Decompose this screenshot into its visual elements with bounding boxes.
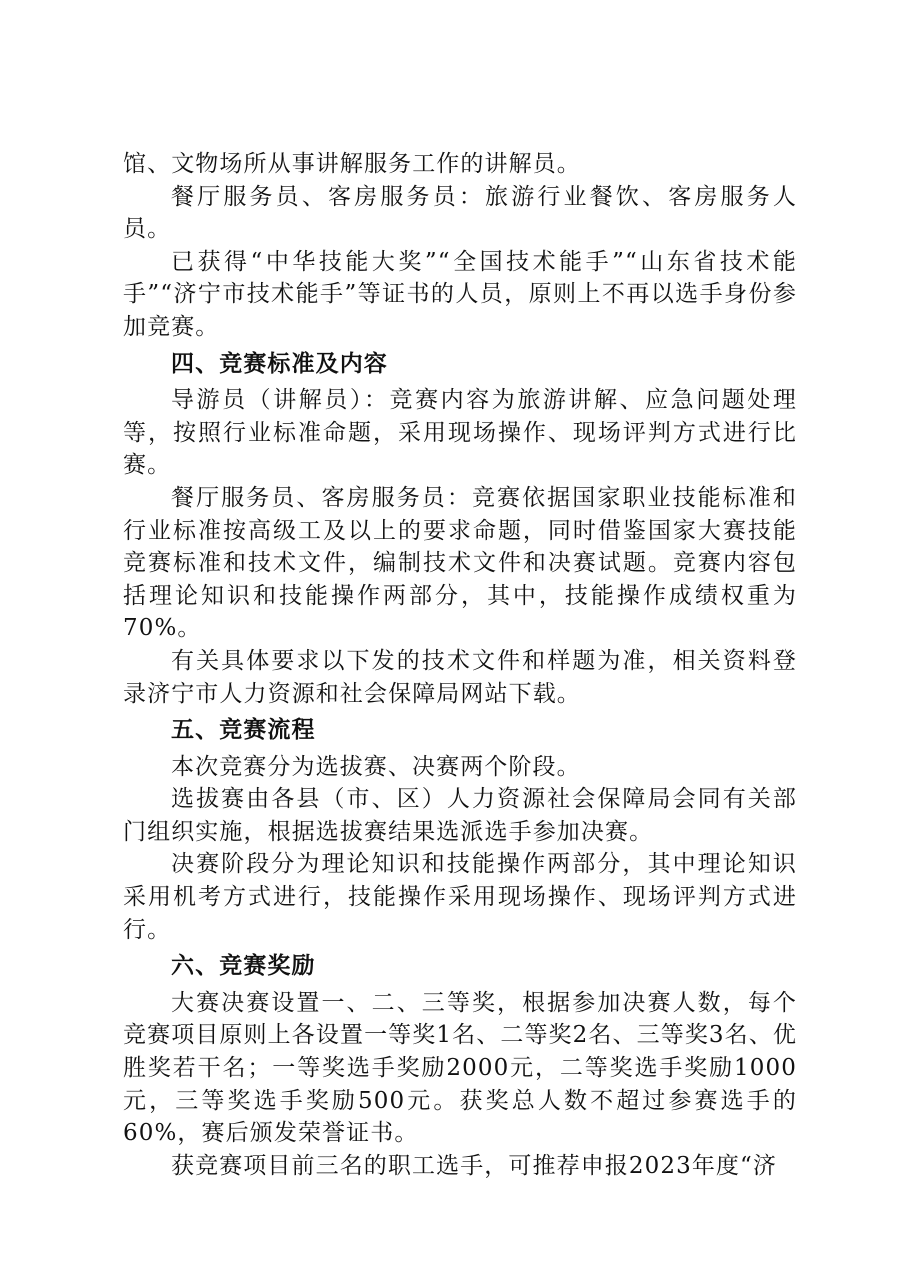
paragraph: 大赛决赛设置一、二、三等奖，根据参加决赛人数，每个竞赛项目原则上各设置一等奖1名、二等奖2名、三等奖3名、优胜奖若干名；一等奖选手奖励2000元，二等奖选手奖励1000元，三等奖选手奖励500元。获奖总人数不超过参赛选手的60%，赛后颁发荣誉证书。 xyxy=(123,989,797,1147)
section-heading: 五、竞赛流程 xyxy=(171,717,316,744)
paragraph: 馆、文物场所从事讲解服务工作的讲解员。 xyxy=(123,151,581,177)
paragraph: 已获得“中华技能大奖”“全国技术能手”“山东省技术能手”“济宁市技术能手”等证书的人员，原则上不再以选手身份参加竞赛。 xyxy=(123,248,797,340)
paragraph: 本次竞赛分为选拔赛、决赛两个阶段。 xyxy=(171,753,581,780)
section-heading: 四、竞赛标准及内容 xyxy=(171,350,388,377)
paragraph: 导游员（讲解员）：竞赛内容为旅游讲解、应急问题处理等，按照行业标准命题，采用现场操作、现场评判方式进行比赛。 xyxy=(123,387,797,479)
paragraph: 决赛阶段分为理论知识和技能操作两部分，其中理论知识采用机考方式进行，技能操作采用现场操作、现场评判方式进行。 xyxy=(123,851,797,943)
paragraph: 有关具体要求以下发的技术文件和样题为准，相关资料登录济宁市人力资源和社会保障局网站下载。 xyxy=(123,647,797,707)
paragraph: 餐厅服务员、客房服务员：竞赛依据国家职业技能标准和行业标准按高级工及以上的要求命题，同时借鉴国家大赛技能竞赛标准和技术文件，编制技术文件和决赛试题。竞赛内容包括理论知识和技能操作两部分，其中，技能操作成绩权重为70%。 xyxy=(123,484,797,642)
paragraph: 获竞赛项目前三名的职工选手，可推荐申报2023年度“济 xyxy=(171,1152,777,1179)
document-body xyxy=(123,148,797,1182)
paragraph: 餐厅服务员、客房服务员：旅游行业餐饮、客房服务人员。 xyxy=(123,183,797,243)
paragraph: 选拔赛由各县（市、区）人力资源社会保障局会同有关部门组织实施，根据选拔赛结果选派选手参加决赛。 xyxy=(123,786,797,845)
section-heading: 六、竞赛奖励 xyxy=(171,953,316,980)
